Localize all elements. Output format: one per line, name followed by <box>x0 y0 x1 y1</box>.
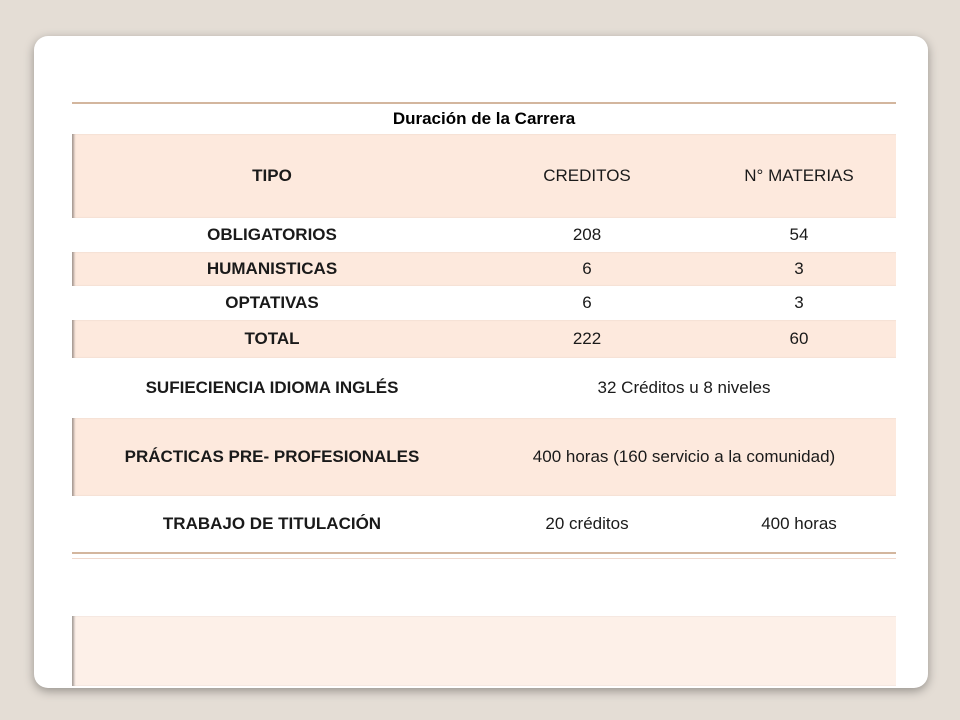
row-tipo: OPTATIVAS <box>225 293 319 312</box>
table-row-total <box>72 320 896 358</box>
suficiencia-value: 32 Créditos u 8 niveles <box>597 378 771 397</box>
duration-table <box>72 102 896 554</box>
row-creditos: 6 <box>582 293 592 312</box>
row-tipo: OBLIGATORIOS <box>207 225 337 244</box>
table-header-row <box>72 134 896 218</box>
table-row-titulacion <box>72 496 896 554</box>
table-divider <box>72 558 896 559</box>
practicas-value: 400 horas (160 servicio a la comunidad) <box>532 447 836 466</box>
suficiencia-label: SUFIECIENCIA IDIOMA INGLÉS <box>145 378 399 397</box>
header-materias: N° MATERIAS <box>744 166 854 185</box>
table-row-suficiencia <box>72 358 896 418</box>
row-creditos: 6 <box>582 259 592 278</box>
empty-table-band <box>72 616 896 686</box>
header-creditos: CREDITOS <box>543 166 631 185</box>
titulacion-horas: 400 horas <box>761 514 837 533</box>
titulacion-label: TRABAJO DE TITULACIÓN <box>162 514 382 533</box>
slide <box>34 36 928 688</box>
row-materias: 3 <box>794 293 804 312</box>
row-materias: 54 <box>789 225 809 244</box>
header-tipo: TIPO <box>252 166 292 185</box>
table-title-row <box>72 104 896 134</box>
table-title: Duración de la Carrera <box>392 109 576 128</box>
row-tipo: TOTAL <box>244 329 300 348</box>
row-materias: 60 <box>789 329 809 348</box>
row-creditos: 222 <box>572 329 602 348</box>
table-row-practicas <box>72 418 896 496</box>
row-tipo: HUMANISTICAS <box>206 259 338 278</box>
table-row <box>72 218 896 252</box>
row-creditos: 208 <box>572 225 602 244</box>
practicas-label: PRÁCTICAS PRE- PROFESIONALES <box>124 447 420 466</box>
table-row <box>72 286 896 320</box>
table-row <box>72 252 896 286</box>
titulacion-creditos: 20 créditos <box>545 514 629 533</box>
row-materias: 3 <box>794 259 804 278</box>
